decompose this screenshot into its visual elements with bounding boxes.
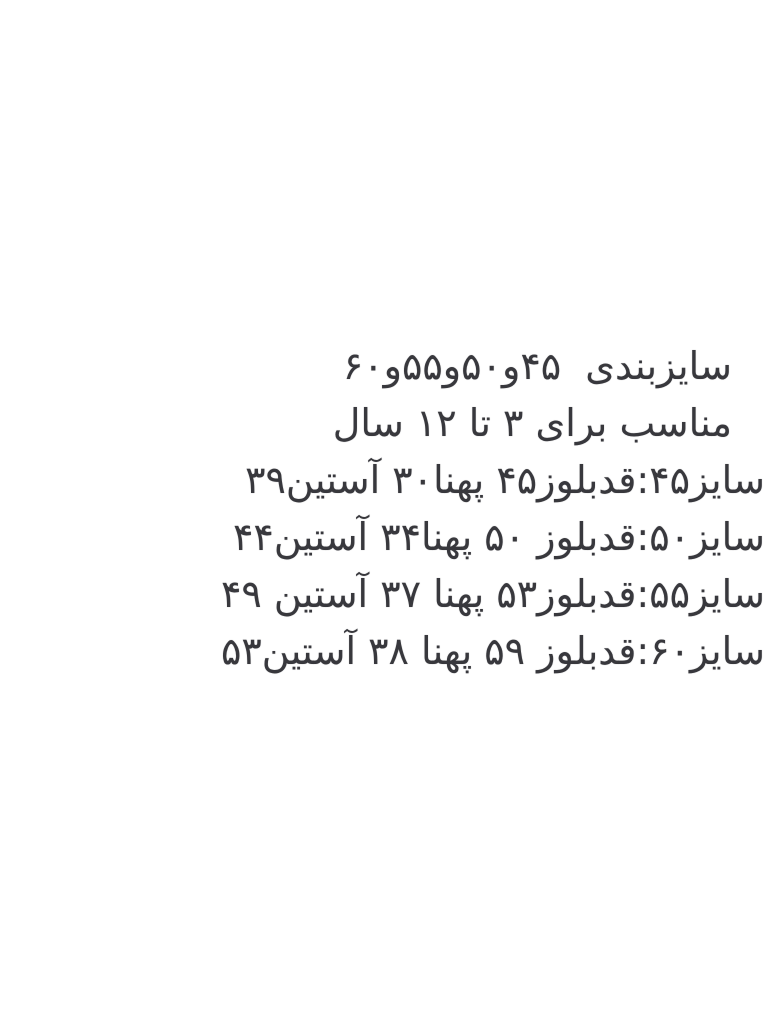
- size-55-specs-line: سایز۵۵:قدبلوز۵۳ پهنا ۳۷ آستین ۴۹: [220, 572, 765, 616]
- age-range-line: مناسب برای ۳ تا ۱۲ سال: [332, 401, 732, 445]
- size-60-specs-line: سایز۶۰:قدبلوز ۵۹ پهنا ۳۸ آستین۵۳: [220, 629, 765, 673]
- size-45-specs-line: سایز۴۵:قدبلوز۴۵ پهنا۳۰ آستین۳۹: [245, 458, 765, 502]
- size-chart-text-block: [10, 338, 765, 680]
- sizing-title-line: سایزبندی ۴۵و۵۰و۵۵و۶۰: [342, 344, 732, 388]
- size-50-specs-line: سایز۵۰:قدبلوز ۵۰ پهنا۳۴ آستین۴۴: [233, 515, 765, 559]
